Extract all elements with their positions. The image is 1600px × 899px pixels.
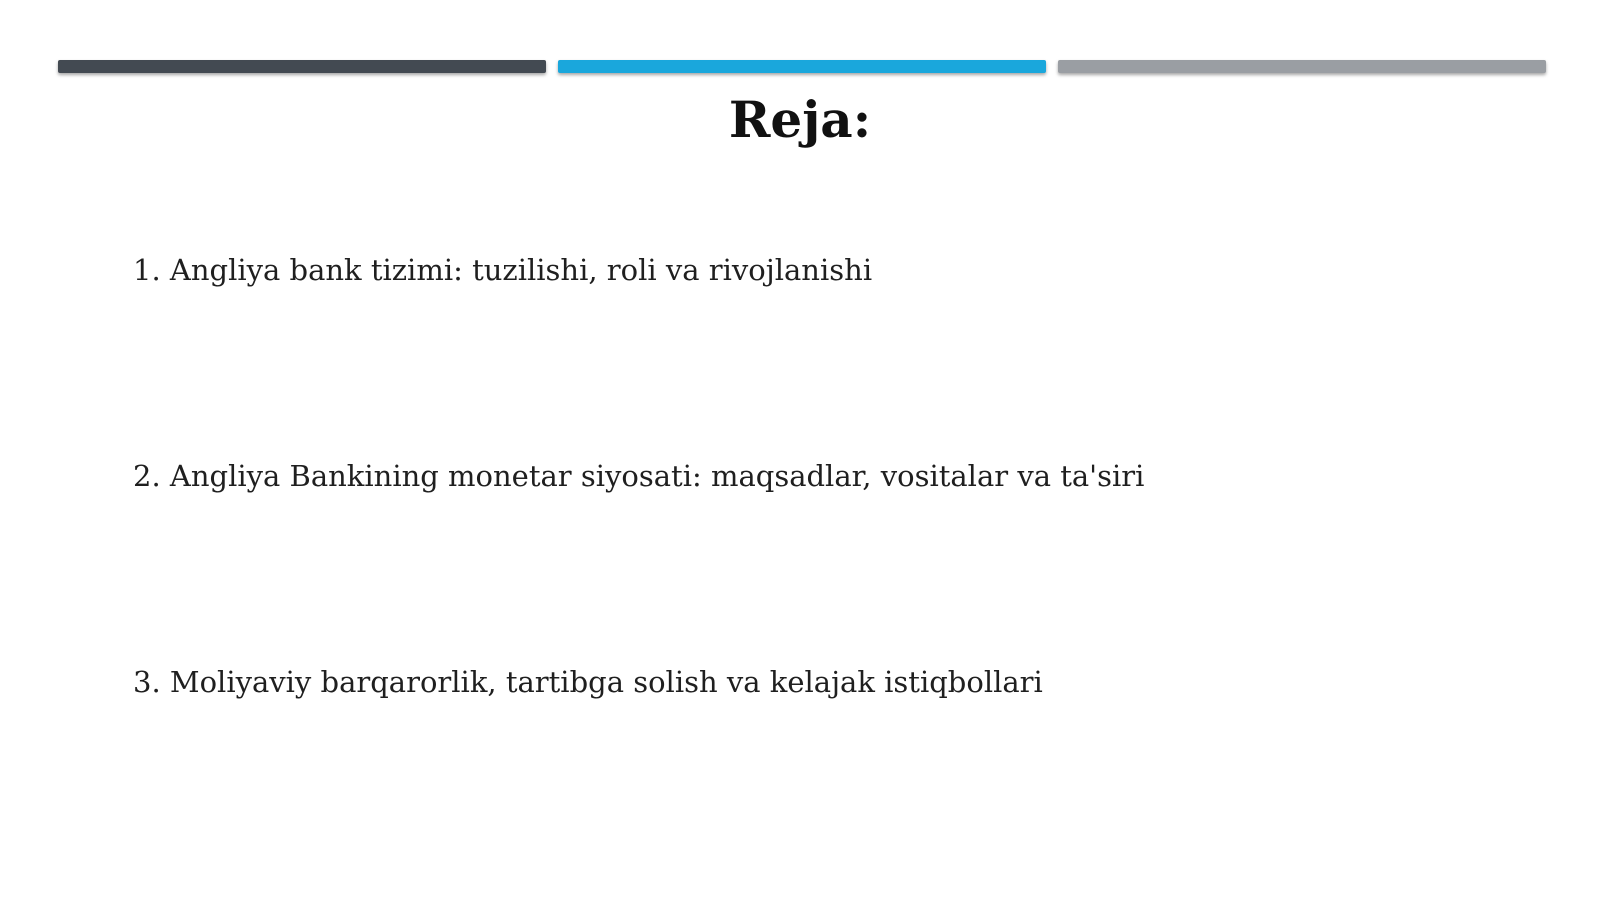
plan-item-2: 2. Angliya Bankining monetar siyosati: maqsadlar, vositalar va ta'siri — [133, 459, 1145, 493]
plan-item-1: 1. Angliya bank tizimi: tuzilishi, roli va rivojlanishi — [133, 253, 873, 287]
slide-title: Reja: — [728, 90, 872, 149]
plan-item-3: 3. Moliyaviy barqarorlik, tartibga solish va kelajak istiqbollari — [133, 665, 1043, 699]
